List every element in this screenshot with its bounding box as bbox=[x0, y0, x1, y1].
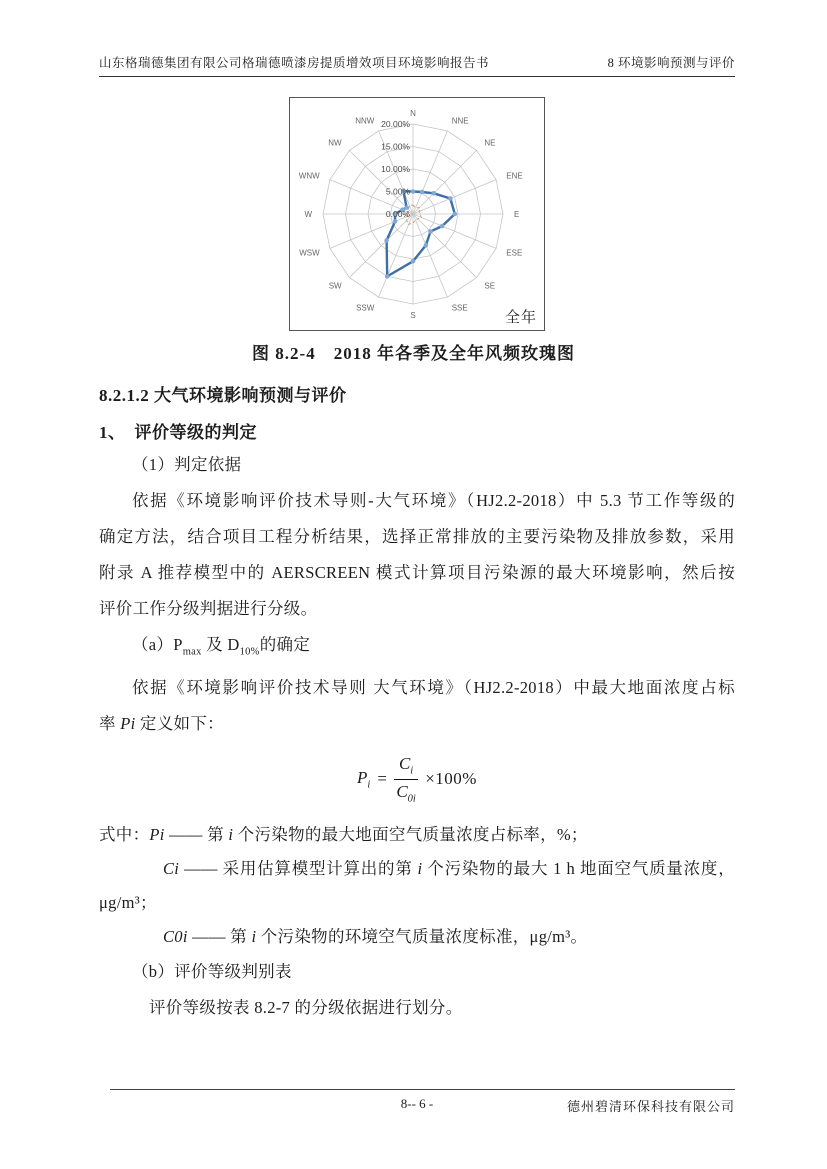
paragraph-line: 确定方法，结合项目工程分析结果，选择正常排放的主要污染物及排放参数，采用 bbox=[99, 527, 735, 546]
direction-label: E bbox=[514, 210, 520, 219]
fraction-denominator bbox=[396, 780, 416, 806]
direction-label: S bbox=[410, 311, 416, 320]
footer-company: 德州碧清环保科技有限公司 bbox=[566, 1099, 735, 1114]
data-point-marker bbox=[448, 196, 453, 201]
data-point-marker bbox=[424, 243, 429, 248]
paragraph-text: 率 bbox=[99, 714, 121, 734]
paragraph-line: 评价工作分级判据进行分级。 bbox=[99, 599, 318, 618]
item-a-text: 及 D bbox=[201, 635, 240, 654]
wind-rose-figure bbox=[289, 97, 545, 331]
equals-sign: = bbox=[377, 769, 387, 789]
fraction-numerator bbox=[394, 753, 418, 780]
item-a-text: （a）P bbox=[132, 635, 183, 654]
data-point-marker bbox=[453, 212, 458, 217]
symbol-pi: Pi bbox=[120, 714, 136, 734]
symbol-ci: Ci bbox=[163, 859, 180, 879]
symbol-i: i bbox=[251, 927, 257, 947]
direction-label: NNE bbox=[451, 116, 469, 126]
radial-tick-label: 5.00% bbox=[385, 186, 410, 197]
formula-c0i-sub: 0i bbox=[407, 793, 416, 805]
formula-ci: C bbox=[398, 754, 411, 774]
page-footer bbox=[99, 1089, 735, 1112]
paragraph-line: 依据《环境影响评价技术导则 大气环境》（HJ2.2-2018）中最大地面浓度占标 bbox=[132, 678, 735, 698]
direction-label: ESE bbox=[506, 248, 523, 258]
radar-spoke bbox=[413, 150, 477, 214]
direction-label: SSW bbox=[356, 303, 375, 313]
page-header bbox=[99, 53, 735, 77]
paragraph-line bbox=[99, 706, 735, 742]
formula-max-ground-concentration bbox=[99, 750, 735, 808]
formula-p: P bbox=[357, 768, 368, 788]
where-text: —— 第 bbox=[187, 927, 252, 947]
data-point-marker bbox=[428, 229, 433, 234]
formula-fraction bbox=[394, 753, 418, 805]
direction-label: NW bbox=[328, 138, 342, 148]
data-point-marker bbox=[440, 224, 445, 229]
section-heading: 8.2.1.2 大气环境影响预测与评价 bbox=[99, 386, 347, 405]
radar-spoke bbox=[349, 150, 413, 214]
data-point-marker bbox=[411, 259, 416, 264]
radial-tick-label: 20.00% bbox=[381, 119, 410, 129]
where-text: —— 采用估算模型计算出的第 bbox=[179, 859, 418, 879]
where-line-pi bbox=[99, 818, 735, 852]
paragraph-basis-label: （1）判定依据 bbox=[132, 455, 242, 474]
figure-caption: 图 8.2-4 2018 年各季及全年风频玫瑰图 bbox=[252, 344, 575, 363]
paragraph-line: 附录 A 推荐模型中的 AERSCREEN 模式计算项目污染源的最大环境影响，然后按 bbox=[99, 563, 735, 582]
direction-label: WNW bbox=[298, 171, 320, 181]
where-line-unit: μg/m³； bbox=[99, 893, 157, 913]
direction-label: SE bbox=[484, 281, 496, 291]
formula-ci-sub: i bbox=[410, 765, 414, 777]
data-point-marker bbox=[393, 219, 398, 224]
direction-label: W bbox=[304, 210, 312, 219]
data-point-marker bbox=[431, 191, 436, 196]
item-a-line bbox=[99, 627, 735, 670]
document-body bbox=[99, 381, 735, 1026]
item-b-line: （b）评价等级判别表 bbox=[132, 962, 292, 982]
symbol-i: i bbox=[228, 825, 234, 845]
header-right-chapter: 8 环境影响预测与评价 bbox=[607, 56, 735, 70]
item-a-text: 的确定 bbox=[259, 635, 311, 654]
closing-line: 评价等级按表 8.2-7 的分级依据进行划分。 bbox=[149, 998, 463, 1018]
direction-label: SW bbox=[328, 281, 342, 291]
direction-label: WSW bbox=[299, 248, 320, 258]
formula-p-sub: i bbox=[367, 779, 371, 791]
where-line-ci bbox=[99, 852, 735, 886]
wind-frequency-series bbox=[387, 191, 455, 276]
direction-label: NE bbox=[484, 138, 496, 148]
subscript-10pct: 10% bbox=[239, 646, 260, 658]
direction-label: N bbox=[410, 109, 416, 118]
direction-label: ENE bbox=[506, 171, 523, 181]
footer-row bbox=[99, 1090, 735, 1112]
wind-rose-chart bbox=[290, 98, 544, 330]
data-point-marker bbox=[385, 274, 390, 279]
data-point-marker bbox=[384, 238, 389, 243]
radial-tick-label: 15.00% bbox=[381, 141, 410, 152]
formula-times-100: ×100% bbox=[425, 769, 477, 789]
symbol-i: i bbox=[417, 859, 423, 879]
page-number: 8-- 6 - bbox=[400, 1096, 434, 1111]
where-text: 个污染物的环境空气质量浓度标准，μg/m³。 bbox=[256, 927, 588, 947]
where-line-c0i bbox=[99, 920, 735, 954]
subsection-heading: 1、 评价等级的判定 bbox=[99, 423, 257, 442]
direction-label: SSE bbox=[451, 303, 468, 313]
paragraph-line: 依据《环境影响评价技术导则-大气环境》（HJ2.2-2018）中 5.3 节工作等级的 bbox=[132, 491, 735, 510]
paragraph-text: 定义如下： bbox=[135, 714, 224, 734]
symbol-pi: Pi bbox=[149, 825, 165, 845]
header-left-title: 山东格瑞德集团有限公司格瑞德喷漆房提质增效项目环境影响报告书 bbox=[99, 56, 490, 70]
data-point-marker bbox=[420, 190, 425, 195]
radial-tick-label: 0.00% bbox=[385, 209, 410, 219]
chart-legend-label: 全年 bbox=[504, 310, 537, 326]
symbol-c0i: C0i bbox=[163, 927, 188, 947]
direction-label: NNW bbox=[355, 116, 375, 126]
where-text: —— 第 bbox=[164, 825, 229, 845]
where-label: 式中： bbox=[99, 825, 150, 845]
where-text: 个污染物的最大地面空气质量浓度占标率，%； bbox=[233, 825, 588, 845]
formula-lhs bbox=[357, 768, 370, 790]
radial-tick-label: 10.00% bbox=[381, 164, 410, 174]
subscript-max: max bbox=[182, 646, 202, 658]
data-point-marker bbox=[411, 189, 416, 194]
where-text: 个污染物的最大 1 h 地面空气质量浓度， bbox=[422, 859, 735, 879]
formula-c0i: C bbox=[396, 781, 408, 801]
